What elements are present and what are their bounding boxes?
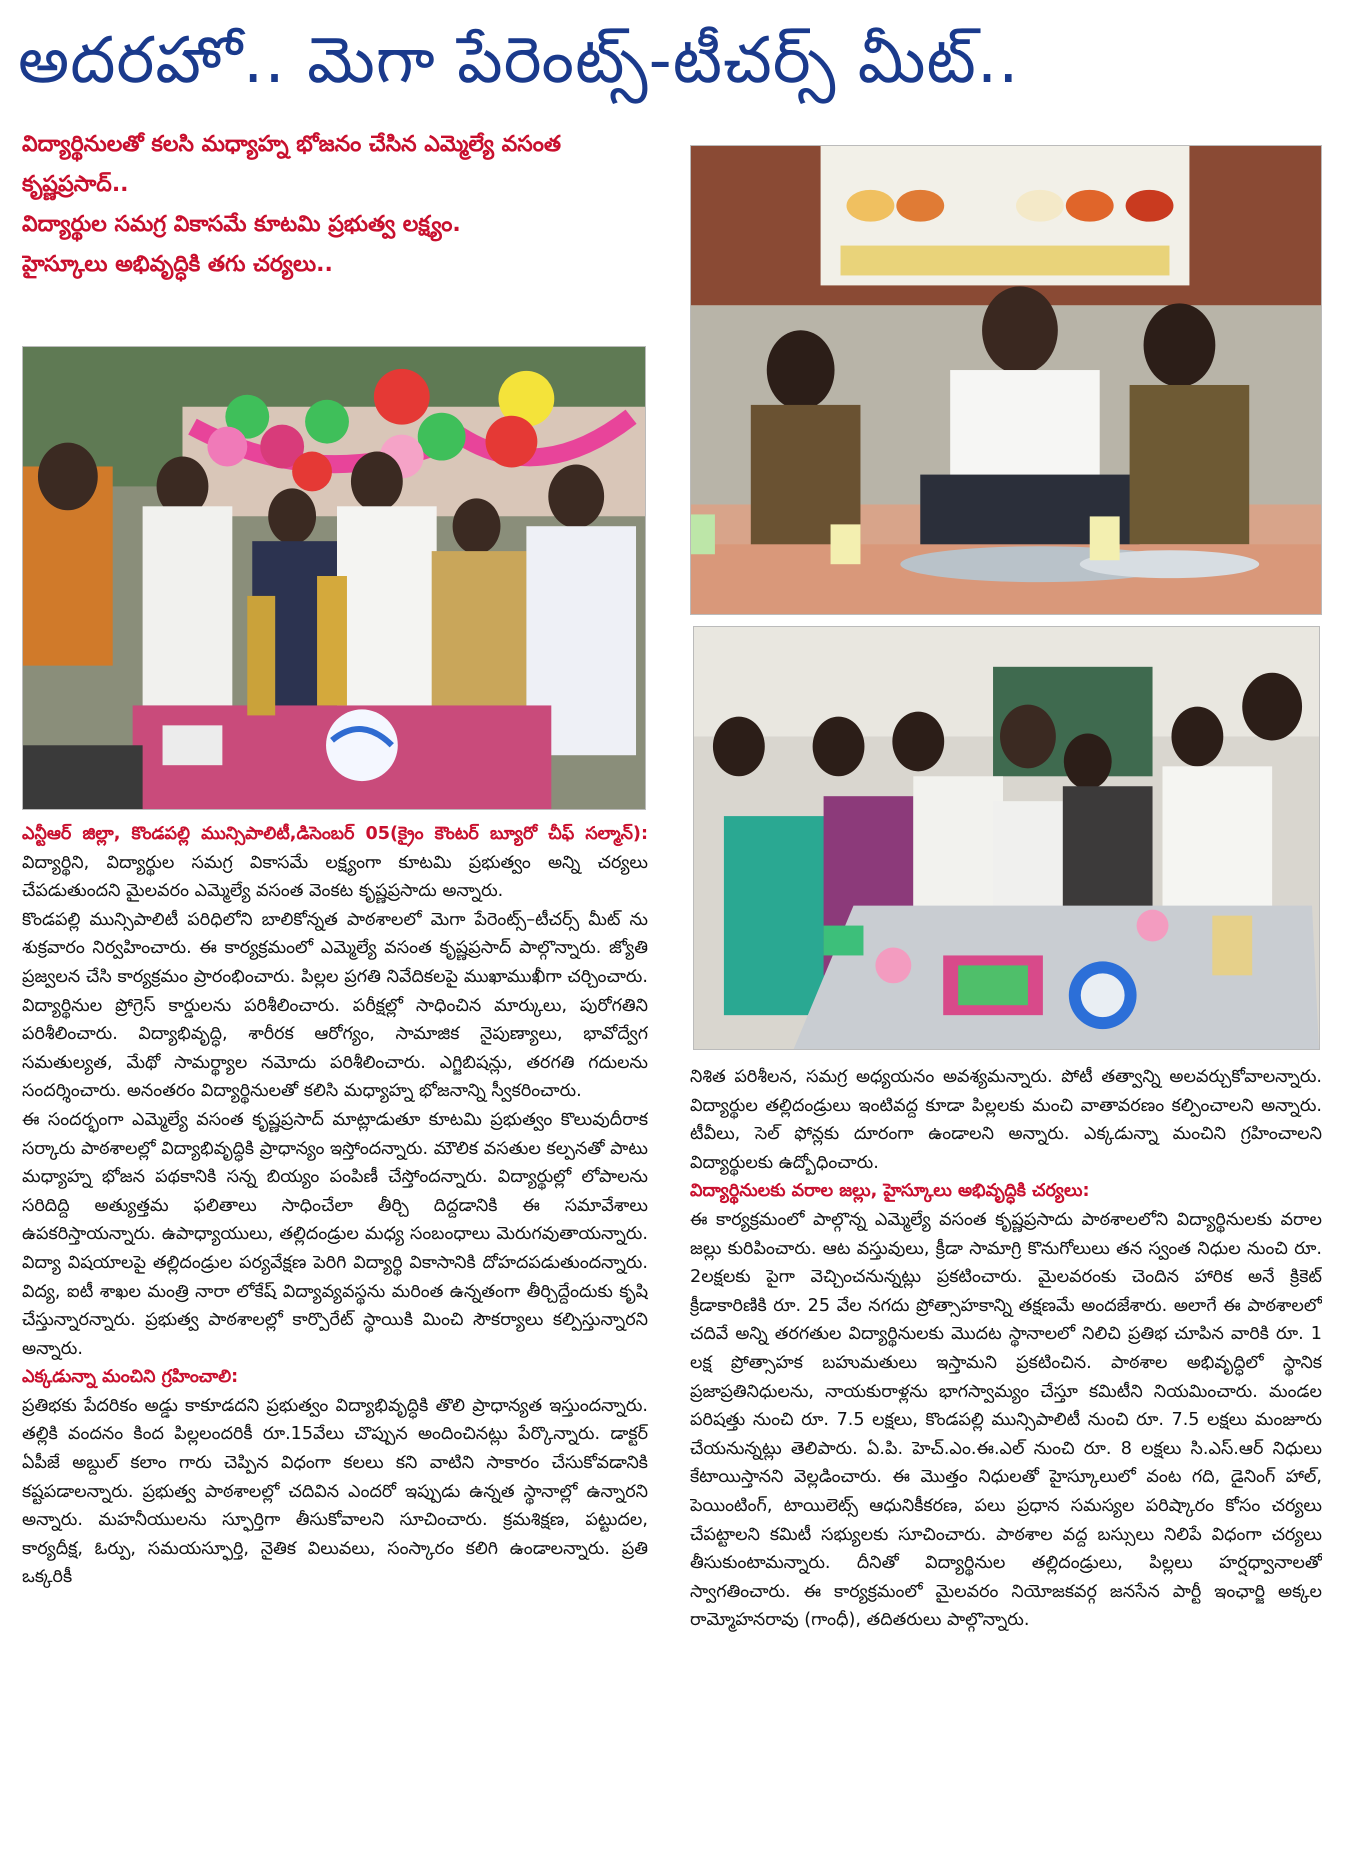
subheadings [22,125,662,285]
section-heading-right: విద్యార్థినులకు వరాల జల్లు, హైస్కూలు అభివృద్ధికి చర్యలు: [690,1181,1090,1202]
lunch-illustration [691,146,1321,614]
ceremony-illustration [23,347,645,809]
subheading-1: విద్యార్థినులతో కలసి మధ్యాహ్న భోజనం చేసిన ఎమ్మెల్యే వసంత [22,132,562,157]
photo-craft-exhibition [693,626,1320,1050]
exhibition-illustration [694,627,1319,1049]
photo-mla-lunch-with-students [690,145,1322,615]
right-para-1: నిశిత పరిశీలన, సమగ్ర అధ్యయనం అవశ్యమన్నారు. పోటీ తత్వాన్ని అలవర్చుకోవాలన్నారు. విద్యార్థుల తల్లిదండ్రులు ఇంటివద్ద కూడా పిల్లలకు మంచి వాతావరణం కల్పించాలని అన్నారు. టీవీలు, సెల్ ఫోన్లకు దూరంగా ఉండాలని అన్నారు. ఎక్కడున్నా మంచిని గ్రహించాలని విద్యార్థులకు ఉద్బోధించారు. [690,1067,1322,1173]
subheading-2: కృష్ణప్రసాద్.. [22,172,129,197]
photo-ceremony-trophies [22,346,646,810]
left-column [22,820,648,1860]
headline: అదరహో.. మెగా పేరెంట్స్-టీచర్స్ మీట్.. [18,24,1020,98]
left-para-4: ప్రతిభకు పేదరికం అడ్డు కాకూడదని ప్రభుత్వం విద్యాభివృద్ధికి తొలి ప్రాధాన్యత ఇస్తుందన్నారు. తల్లికి వందనం కింద పిల్లలందరికీ రూ.15వేలు చొప్పున అందించినట్లు పేర్కొన్నారు. డాక్టర్ ఏపీజే అబ్దుల్ కలాం గారు చెప్పిన విధంగా కలలు కని వాటిని సాకారం చేసుకోవడానికి కష్టపడాలన్నారు. ప్రభుత్వ పాఠశాలల్లో చదివిన ఎందరో ఇప్పుడు ఉన్నత స్థానాల్లో ఉన్నారని అన్నారు. మహనీయులను స్ఫూర్తిగా తీసుకోవాలని సూచించారు. క్రమశిక్షణ, పట్టుదల, కార్యదీక్ష, ఓర్పు, సమయస్ఫూర్తి, నైతిక విలువలు, సంస్కారం కలిగి ఉండాలన్నారు. ప్రతి ఒక్కరికీ [22,1395,648,1588]
dateline: ఎన్టీఆర్ జిల్లా, కొండపల్లి మున్సిపాలిటీ,డిసెంబర్ 05(క్రైం కౌంటర్ బ్యూరో చీఫ్ సల్మాన్): [22,824,648,844]
subheading-3: విద్యార్థుల సమగ్ర వికాసమే కూటమి ప్రభుత్వ లక్ష్యం. [22,212,461,237]
left-para-2: కొండపల్లి మున్సిపాలిటీ పరిధిలోని బాలికోన్నత పాఠశాలలో మెగా పేరెంట్స్–టీచర్స్ మీట్ ను శుక్రవారం నిర్వహించారు. ఈ కార్యక్రమంలో ఎమ్మెల్యే వసంత కృష్ణప్రసాద్ పాల్గొన్నారు. జ్యోతి ప్రజ్వలన చేసి కార్యక్రమం ప్రారంభించారు. పిల్లల ప్రగతి నివేదికలపై ముఖాముఖీగా చర్చించారు. విద్యార్థినుల ప్రోగ్రెస్ కార్డులను పరిశీలించారు. పరీక్షల్లో సాధించిన మార్కులు, పురోగతిని పరిశీలించారు. విద్యాభివృద్ధి, శారీరక ఆరోగ్యం, సామాజిక నైపుణ్యాలు, భావోద్వేగ సమతుల్యత, మేథో సామర్థ్యాల నమోదు పరిశీలించారు. ఎగ్జిబిషన్లు, తరగతి గదులను సందర్శించారు. అనంతరం విద్యార్థినులతో కలిసి మధ్యాహ్న భోజనాన్ని స్వీకరించారు. [22,909,648,1102]
subheading-4: హైస్కూలు అభివృద్ధికి తగు చర్యలు.. [22,252,333,277]
right-column [690,1063,1322,1863]
right-para-2: ఈ కార్యక్రమంలో పాల్గొన్న ఎమ్మెల్యే వసంత కృష్ణప్రసాదు పాఠశాలలోని విద్యార్థినులకు వరాల జల్లు కురిపించారు. ఆట వస్తువులు, క్రీడా సామాగ్రి కొనుగోలులు తన స్వంత నిధుల నుంచి రూ. 2లక్షలకు పైగా వెచ్చించనున్నట్లు ప్రకటించారు. మైలవరంకు చెందిన హారిక అనే క్రికెట్ క్రీడాకారిణికి రూ. 25 వేల నగదు ప్రోత్సాహకాన్ని తక్షణమే అందజేశారు. అలాగే ఈ పాఠశాలలో చదివే అన్ని తరగతుల విద్యార్థినులకు మొదట స్థానాలలో నిలిచి ప్రతిభ చూపిన వారికి రూ. 1 లక్ష ప్రోత్సాహక బహుమతులు ఇస్తామని ప్రకటించిన. పాఠశాల అభివృద్ధిలో స్థానిక ప్రజాప్రతినిధులను, నాయకురాళ్లను భాగస్వామ్యం చేస్తూ కమిటీని నియమించారు. మండల పరిషత్తు నుంచి రూ. 7.5 లక్షలు, కొండపల్లి మున్సిపాలిటీ నుంచి రూ. 7.5 లక్షలు మంజూరు చేయనున్నట్లు తెలిపారు. ఏ.పి. హెచ్.ఎం.ఈ.ఎల్ నుంచి రూ. 8 లక్షలు సి.ఎస్.ఆర్ నిధులు కేటాయిస్తానని వెల్లడించారు. ఈ మొత్తం నిధులతో హైస్కూలులో వంట గది, డైనింగ్ హాల్, పెయింటింగ్, టాయిలెట్స్ ఆధునికీకరణ, పలు ప్రధాన సమస్యల పరిష్కారం కోసం చర్యలు చేపట్టాలని కమిటీ సభ్యులకు సూచించారు. పాఠశాల వద్ద బస్సులు నిలిపే విధంగా చర్యలు తీసుకుంటామన్నారు. దీనితో విద్యార్థినుల తల్లిదండ్రులు, పిల్లలు హర్షధ్వానాలతో స్వాగతించారు. ఈ కార్యక్రమంలో మైలవరం నియోజకవర్గ జనసేన పార్టీ ఇంఛార్జి అక్కల రామ్మోహనరావు (గాంధీ), తదితరులు పాల్గొన్నారు. [690,1209,1322,1631]
left-para-1: విద్యార్థిని, విద్యార్థుల సమగ్ర వికాసమే లక్ష్యంగా కూటమి ప్రభుత్వం అన్ని చర్యలు చేపడుతుందని మైలవరం ఎమ్మెల్యే వసంత వెంకట కృష్ణప్రసాదు అన్నారు. [22,852,648,902]
article-intro [22,820,648,906]
left-para-3: ఈ సందర్భంగా ఎమ్మెల్యే వసంత కృష్ణప్రసాద్ మాట్లాడుతూ కూటమి ప్రభుత్వం కొలువుదీరాక సర్కారు పాఠశాలల్లో విద్యాభివృద్ధికి ప్రాధాన్యం ఇస్తోందన్నారు. మౌలిక వసతుల కల్పనతో పాటు మధ్యాహ్న భోజన పథకానికి సన్న బియ్యం పంపిణీ చేస్తోందన్నారు. విద్యార్థుల్లో లోపాలను సరిదిద్ది అత్యుత్తమ ఫలితాలు సాధించేలా తీర్చి దిద్దడానికి ఈ సమావేశాలు ఉపకరిస్తాయన్నారు. ఉపాధ్యాయులు, తల్లిదండ్రుల మధ్య సంబంధాలు మెరుగవుతాయన్నారు. విద్యా విషయాలపై తల్లిదండ్రుల పర్యవేక్షణ పెరిగి విద్యార్థి వికాసానికి దోహదపడుతుందన్నారు. విద్య, ఐటీ శాఖల మంత్రి నారా లోకేష్ విద్యావ్యవస్థను మరింత ఉన్నతంగా తీర్చిద్దేందుకు కృషి చేస్తున్నారన్నారు. ప్రభుత్వ పాఠశాలల్లో కార్పొరేట్ స్థాయికి మించి సౌకర్యాలు కల్పిస్తున్నారని అన్నారు. [22,1109,648,1359]
section-heading-left: ఎక్కడున్నా మంచిని గ్రహించాలి: [22,1367,239,1388]
